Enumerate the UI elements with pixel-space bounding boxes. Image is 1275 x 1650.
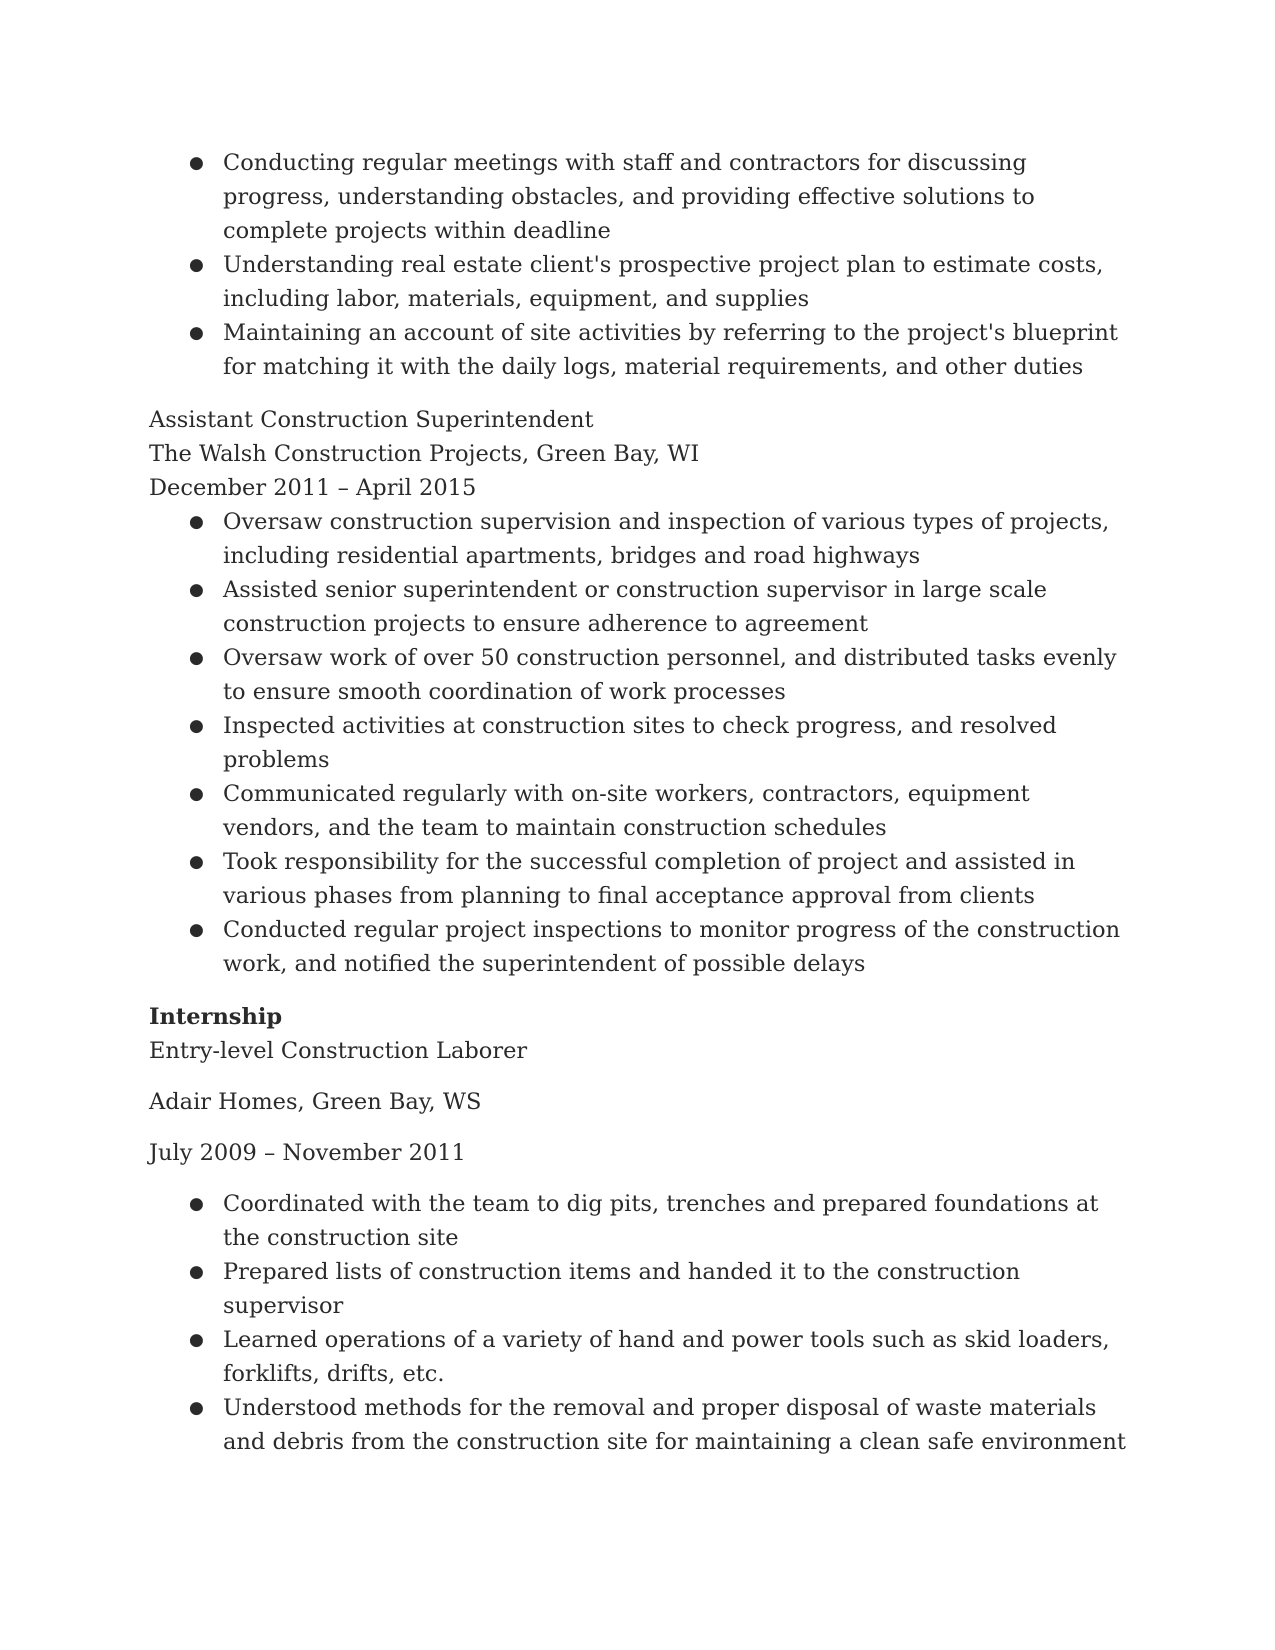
bullet-icon: ● [189, 512, 204, 532]
list-item: ● Maintaining an account of site activities by referring to the project's blueprint for matching it with the daily logs, material requirements, and other duties [149, 316, 1129, 384]
bullet-icon: ● [189, 1330, 204, 1350]
bullet-icon: ● [189, 852, 204, 872]
job-2-bullet-list [149, 505, 1129, 981]
bullet-icon: ● [189, 255, 204, 275]
list-item: ● Communicated regularly with on-site workers, contractors, equipment vendors, and the team to maintain construction schedules [149, 777, 1129, 845]
company-location: Adair Homes, Green Bay, WS [149, 1089, 482, 1115]
list-item: ● Oversaw construction supervision and inspection of various types of projects, including residential apartments, bridges and road highways [149, 505, 1129, 573]
bullet-icon: ● [189, 1194, 204, 1214]
bullet-icon: ● [189, 323, 204, 343]
job-title: Entry-level Construction Laborer [149, 1038, 528, 1064]
bullet-icon: ● [189, 580, 204, 600]
bullet-icon: ● [189, 716, 204, 736]
bullet-icon: ● [189, 648, 204, 668]
bullet-icon: ● [189, 784, 204, 804]
list-item: ● Coordinated with the team to dig pits, trenches and prepared foundations at the construction site [149, 1187, 1129, 1255]
internship-bullet-list [149, 1187, 1129, 1459]
job-entry [149, 403, 1129, 981]
job-dates: December 2011 – April 2015 [149, 475, 477, 501]
job-title: Assistant Construction Superintendent [149, 407, 594, 433]
bullet-icon: ● [189, 153, 204, 173]
list-item: ● Conducting regular meetings with staff and contractors for discussing progress, understanding obstacles, and providing effective solutions to complete projects within deadline [149, 146, 1129, 248]
internship-section [149, 1000, 1129, 1459]
list-item: ● Inspected activities at construction sites to check progress, and resolved problems [149, 709, 1129, 777]
list-item: ● Assisted senior superintendent or construction supervisor in large scale construction projects to ensure adherence to agreement [149, 573, 1129, 641]
list-item: ● Oversaw work of over 50 construction personnel, and distributed tasks evenly to ensure smooth coordination of work processes [149, 641, 1129, 709]
bullet-icon: ● [189, 920, 204, 940]
bullet-icon: ● [189, 1398, 204, 1418]
list-item: ● Conducted regular project inspections to monitor progress of the construction work, and notified the superintendent of possible delays [149, 913, 1129, 981]
section-heading: Internship [149, 1004, 283, 1030]
list-item: ● Prepared lists of construction items and handed it to the construction supervisor [149, 1255, 1129, 1323]
job-dates: July 2009 – November 2011 [149, 1140, 466, 1166]
job-1-bullet-list [149, 146, 1129, 384]
list-item: ● Learned operations of a variety of hand and power tools such as skid loaders, forklifts, drifts, etc. [149, 1323, 1129, 1391]
list-item: ● Understood methods for the removal and proper disposal of waste materials and debris from the construction site for maintaining a clean safe environment [149, 1391, 1129, 1459]
list-item: ● Understanding real estate client's prospective project plan to estimate costs, including labor, materials, equipment, and supplies [149, 248, 1129, 316]
bullet-icon: ● [189, 1262, 204, 1282]
company-location: The Walsh Construction Projects, Green Bay, WI [149, 441, 700, 467]
list-item: ● Took responsibility for the successful completion of project and assisted in various phases from planning to final acceptance approval from clients [149, 845, 1129, 913]
